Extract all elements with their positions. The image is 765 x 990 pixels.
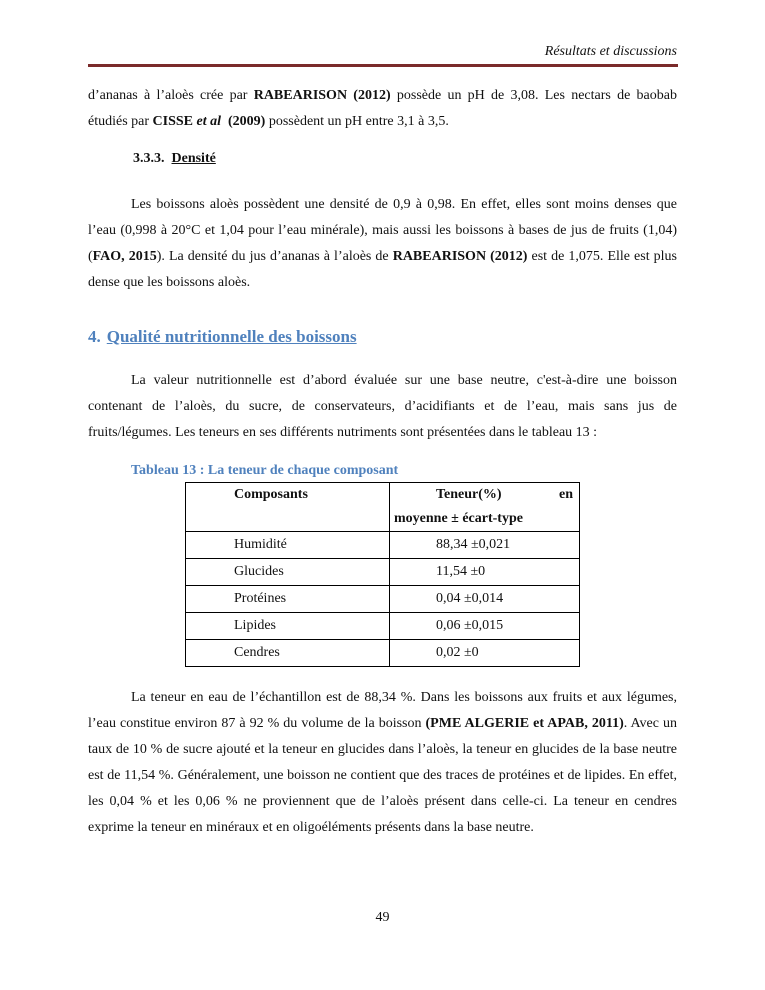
cell-value: 11,54 ±0 xyxy=(390,559,580,586)
paragraph-water-content: La teneur en eau de l’échantillon est de 88,34 %. Dans les boissons aux fruits et aux légumes, l’eau constitue environ 87 à 92 % du volume de la boisson (PME ALGERIE et APAB, 2011). Avec un taux de 10 % de sucre ajouté et la teneur en glucides dans l’aloès, la teneur en glucides de la base neutre est de 11,54 %. Généralement, une boisson ne contient que des traces de protéines et de lipides. En effet, les 0,04 % et les 0,06 % ne proviennent que de l’aloès présent dans celle-ci. La teneur en cendres exprime la teneur en minéraux et en oligoéléments présents dans la base neutre. xyxy=(88,690,678,835)
table-row xyxy=(186,613,580,640)
cell-component: Protéines xyxy=(186,586,390,613)
header-rule xyxy=(88,64,678,67)
cell-component: Humidité xyxy=(186,532,390,559)
table-row xyxy=(186,532,580,559)
page-number: 49 xyxy=(375,910,390,925)
running-header: Résultats et discussions xyxy=(544,44,677,59)
paragraph-nutrition: La valeur nutritionnelle est d’abord évaluée sur une base neutre, c'est-à-dire une boisson contenant de l’aloès, du sucre, de conservateurs, d’acidifiants et de l’eau, mais sans jus de fruits/légumes. Les teneurs en ses différents nutriments sont présentées dans le tableau 13 : xyxy=(88,373,677,440)
composition-table xyxy=(185,482,580,667)
header-cell-teneur: Teneur(%) en moyenne ± écart-type xyxy=(390,483,580,532)
cell-component: Lipides xyxy=(186,613,390,640)
table-caption: Tableau 13 : La teneur de chaque composant xyxy=(131,463,399,478)
paragraph-intro: d’ananas à l’aloès crée par RABEARISON (2012) possède un pH de 3,08. Les nectars de baobab étudiés par CISSE et al (2009) possèdent un pH entre 3,1 à 3,5. xyxy=(88,88,677,129)
section-title: Qualité nutritionnelle des boissons xyxy=(106,327,357,346)
cell-component: Glucides xyxy=(186,559,390,586)
section-heading: 4. Qualité nutritionnelle des boissons xyxy=(88,327,357,346)
cell-value: 0,04 ±0,014 xyxy=(390,586,580,613)
table-row xyxy=(186,559,580,586)
cell-value: 0,02 ±0 xyxy=(390,640,580,667)
cell-component: Cendres xyxy=(186,640,390,667)
cell-value: 0,06 ±0,015 xyxy=(390,613,580,640)
page-body xyxy=(88,83,677,841)
table-row xyxy=(186,586,580,613)
cell-value: 88,34 ±0,021 xyxy=(390,532,580,559)
subsection-heading: 3.3.3. Densité xyxy=(133,151,216,166)
subsection-title: Densité xyxy=(171,151,216,166)
table-row xyxy=(186,640,580,667)
table-header-row xyxy=(186,483,580,532)
paragraph-density: Les boissons aloès possèdent une densité de 0,9 à 0,98. En effet, elles sont moins denses que l’eau (0,998 à 20°C et 1,04 pour l’eau minérale), mais aussi les boissons à bases de jus de fruits (1,04) (FAO, 2015). La densité du jus d’ananas à l’aloès de RABEARISON (2012) est de 1,075. Elle est plus dense que les boissons aloès. xyxy=(88,197,678,290)
header-cell-composants: Composants xyxy=(186,483,390,532)
